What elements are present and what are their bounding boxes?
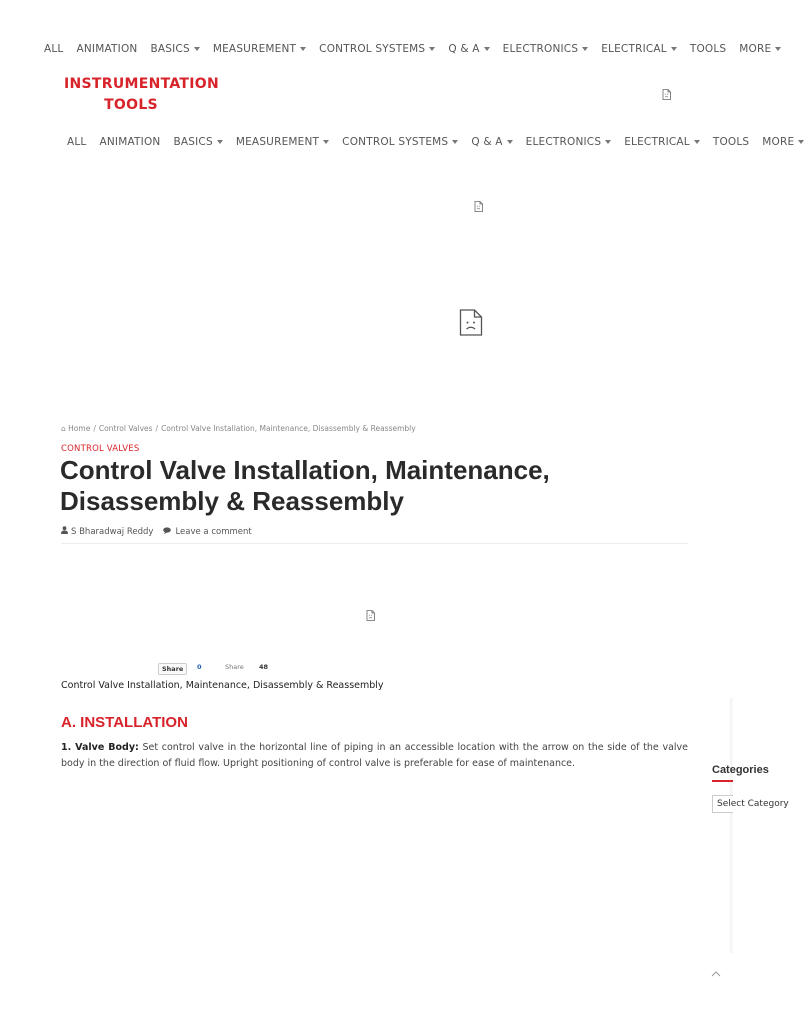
broken-image-icon xyxy=(459,309,483,336)
article-meta xyxy=(61,526,252,537)
divider xyxy=(61,543,688,544)
breadcrumb-current: Control Valve Installation, Maintenance, Disassembly & Reassembly xyxy=(161,424,416,433)
top-nav-item-more[interactable] xyxy=(739,43,781,55)
caret-down-icon xyxy=(671,47,677,51)
caret-down-icon xyxy=(452,140,458,144)
top-nav-item-label: MEASUREMENT xyxy=(212,43,297,55)
caret-down-icon xyxy=(798,140,804,144)
top-nav-item-measurement[interactable] xyxy=(213,43,306,55)
logo-line-2: TOOLS xyxy=(104,97,158,113)
broken-image-icon xyxy=(662,89,671,100)
caret-down-icon xyxy=(217,140,223,144)
caret-down-icon xyxy=(194,47,200,51)
main-nav-item-label: ELECTRICAL xyxy=(624,136,690,148)
main-nav-item-label: MORE xyxy=(762,136,795,148)
user-icon xyxy=(61,526,68,537)
main-nav-wrapper xyxy=(67,136,795,152)
main-nav xyxy=(67,136,795,148)
comment-label: Leave a comment xyxy=(175,526,252,537)
comment-icon xyxy=(163,527,172,537)
main-nav-item-label: Q & A xyxy=(471,136,503,148)
top-nav xyxy=(44,43,794,55)
chevron-up-icon xyxy=(708,966,724,985)
top-nav-item-label: ALL xyxy=(44,43,64,55)
caret-down-icon xyxy=(323,140,329,144)
section-heading: A. INSTALLATION xyxy=(61,714,188,731)
top-nav-item-label: Q & A xyxy=(448,43,480,55)
top-nav-item-label: TOOLS xyxy=(689,43,727,55)
top-nav-item-basics[interactable] xyxy=(150,43,199,55)
top-nav-item-label: CONTROL SYSTEMS xyxy=(319,43,426,55)
author-name: S Bharadwaj Reddy xyxy=(71,526,154,537)
main-nav-item-more[interactable] xyxy=(762,136,804,148)
share-count-secondary: 48 xyxy=(259,663,269,671)
breadcrumb-home[interactable]: Home xyxy=(68,424,91,433)
caret-down-icon xyxy=(605,140,611,144)
main-nav-item-electrical[interactable] xyxy=(624,136,700,148)
breadcrumb xyxy=(61,424,416,433)
main-nav-item-label: BASICS xyxy=(173,136,213,148)
site-logo[interactable] xyxy=(64,74,220,116)
main-nav-item-label: MEASUREMENT xyxy=(235,136,320,148)
top-nav-item-label: ELECTRICAL xyxy=(601,43,667,55)
logo-line-1: INSTRUMENTATION xyxy=(64,76,220,92)
caret-down-icon xyxy=(582,47,588,51)
author-link[interactable] xyxy=(61,526,153,537)
paragraph-text: Set control valve in the horizontal line of piping in an accessible location with the arrow on the side of the valve body in the direction of fluid flow. Upright positioning of control valve is preferable for ease of maintenance. xyxy=(61,742,688,769)
main-nav-item-label: ELECTRONICS xyxy=(525,136,602,148)
top-nav-item-all[interactable] xyxy=(44,43,63,55)
caret-down-icon xyxy=(507,140,513,144)
breadcrumb-separator: / xyxy=(155,424,159,433)
breadcrumb-category[interactable]: Control Valves xyxy=(98,424,153,433)
main-nav-item-tools[interactable] xyxy=(713,136,749,148)
main-nav-item-control-systems[interactable] xyxy=(342,136,458,148)
page-title: Control Valve Installation, Maintenance, Disassembly & Reassembly xyxy=(60,455,550,516)
top-nav-item-label: ANIMATION xyxy=(76,43,138,55)
main-nav-item-all[interactable] xyxy=(67,136,86,148)
main-nav-item-animation[interactable] xyxy=(99,136,160,148)
top-nav-item-control-systems[interactable] xyxy=(319,43,435,55)
main-nav-item-label: ANIMATION xyxy=(99,136,161,148)
share-count: 0 xyxy=(197,663,202,671)
top-nav-item-q-a[interactable] xyxy=(448,43,489,55)
main-nav-item-label: TOOLS xyxy=(712,136,750,148)
top-nav-item-label: ELECTRONICS xyxy=(502,43,579,55)
main-nav-item-q-a[interactable] xyxy=(471,136,512,148)
caret-down-icon xyxy=(484,47,490,51)
sidebar-edge xyxy=(730,698,733,953)
main-nav-item-basics[interactable] xyxy=(173,136,222,148)
image-caption: Control Valve Installation, Maintenance, Disassembly & Reassembly xyxy=(61,680,384,691)
scroll-to-top-button[interactable] xyxy=(708,966,724,980)
top-nav-item-electrical[interactable] xyxy=(601,43,677,55)
main-nav-item-label: CONTROL SYSTEMS xyxy=(342,136,449,148)
breadcrumb-separator: / xyxy=(93,424,96,433)
top-nav-item-tools[interactable] xyxy=(690,43,726,55)
top-nav-item-label: BASICS xyxy=(150,43,190,55)
category-select[interactable]: Select Category xyxy=(712,795,733,813)
share-button[interactable]: Share xyxy=(158,663,187,675)
home-icon: ⌂ xyxy=(61,424,66,433)
comment-link[interactable] xyxy=(163,526,251,537)
main-nav-item-measurement[interactable] xyxy=(236,136,329,148)
caret-down-icon xyxy=(694,140,700,144)
article-category[interactable]: CONTROL VALVES xyxy=(61,444,140,454)
caret-down-icon xyxy=(775,47,781,51)
sidebar-heading-underline xyxy=(712,780,733,782)
main-nav-item-label: ALL xyxy=(67,136,87,148)
top-nav-item-animation[interactable] xyxy=(76,43,137,55)
broken-image-icon xyxy=(474,201,483,212)
share-button-secondary[interactable]: Share xyxy=(225,663,244,671)
caret-down-icon xyxy=(300,47,306,51)
main-nav-item-electronics[interactable] xyxy=(526,136,612,148)
top-nav-item-electronics[interactable] xyxy=(503,43,589,55)
broken-image-icon xyxy=(366,610,375,621)
article-paragraph xyxy=(61,740,688,772)
sidebar-categories-heading: Categories xyxy=(712,764,769,776)
top-nav-item-label: MORE xyxy=(739,43,772,55)
caret-down-icon xyxy=(429,47,435,51)
paragraph-lead: 1. Valve Body: xyxy=(61,742,139,753)
